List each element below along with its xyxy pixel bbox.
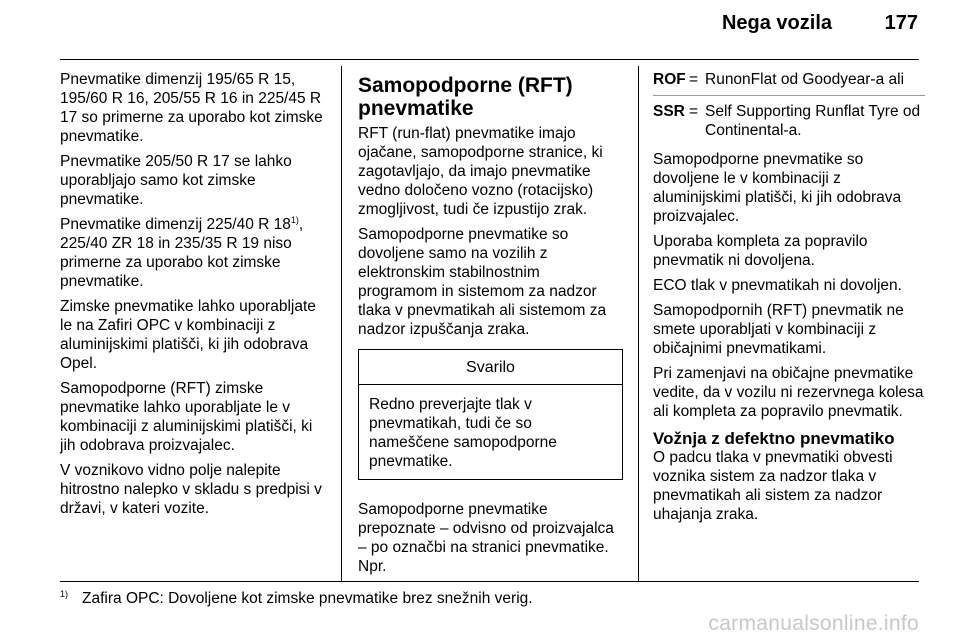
- warning-text: Redno preverjajte tlak v pnevmatikah, tudi če so nameščene samopodporne pnevmatike.: [369, 396, 557, 470]
- column-divider-2: [638, 66, 639, 582]
- paragraph-rft-winter: Samopodporne (RFT) zimske pnevmatike lahko uporabljate le v kombinaciji z aluminijskimi platišči, ki jih odobrava proizvajalec.: [60, 380, 313, 454]
- paragraph-repair-kit-not-allowed: Uporaba kompleta za popravilo pnevmatik ni dovoljena.: [653, 233, 868, 269]
- paragraph-rft-identification: Samopodporne pnevmatike prepoznate – odvisno od proizvajalca – po označbi na stranici pnevmatike. Npr.: [358, 501, 614, 575]
- page-number: 177: [884, 12, 918, 34]
- paragraph-tire-sizes-winter: Pnevmatike dimenzij 195/65 R 15, 195/60 R 16, 205/55 R 16 in 225/45 R 17 so primerne za uporabo kot zimske pnevmatike.: [60, 71, 323, 145]
- definition-list: [653, 70, 925, 140]
- paragraph-rft-description: RFT (run-flat) pnevmatike imajo ojačane, samopodporne stranice, ki zagotavljajo, da imajo pnevmatike vedno določeno vozno (rotacijsko) zmogljivost, tudi če izpustijo zrak.: [358, 125, 603, 218]
- definition-description: RunonFlat od Goodyear-a ali: [705, 71, 905, 88]
- paragraph-rft-allowed: Samopodporne pnevmatike so dovoljene samo na vozilih z elektronskim stabilnostnim programom in sistemom za nadzor tlaka v pnevmatikah ali sistemom za nadzor izpuščanja zraka.: [358, 226, 607, 338]
- warning-title: Svarilo: [359, 350, 622, 385]
- paragraph-rft-aluminium-rims: Samopodporne pnevmatike so dovoljene le v kombinaciji z aluminijskimi platišči, ki jih odobrava proizvajalec.: [653, 151, 902, 225]
- definition-description: Self Supporting Runflat Tyre od Continental-a.: [705, 103, 921, 139]
- footnote: [60, 589, 533, 608]
- paragraph-205-50-winter-only: Pnevmatike 205/50 R 17 se lahko uporabljajo samo kot zimske pnevmatike.: [60, 153, 292, 208]
- footnote-marker: 1): [60, 589, 69, 599]
- paragraph-text: Pnevmatike dimenzij 225/40 R 18: [60, 216, 291, 233]
- paragraph-no-spare-wheel: Pri zamenjavi na običajne pnevmatike vedite, da v vozilu ni rezervnega kolesa ali kompleta za popravilo pnevmatik.: [653, 365, 924, 420]
- definition-item: [653, 102, 925, 140]
- definition-equals: =: [689, 103, 699, 120]
- paragraph-no-mixing: Samopodpornih (RFT) pnevmatik ne smete uporabljati v kombinaciji z običajnimi pnevmatikami.: [653, 302, 904, 357]
- footnote-divider: [60, 581, 919, 582]
- paragraph-eco-pressure: ECO tlak v pnevmatikah ni dovoljen.: [653, 277, 902, 294]
- paragraph-not-suitable-winter: [60, 215, 330, 291]
- warning-box: [358, 349, 623, 480]
- definition-term: ROF: [653, 71, 686, 88]
- subsection-heading-defective-tire: Vožnja z defektno pnevmatiko: [653, 429, 895, 448]
- paragraph-speed-sticker: V voznikovo vidno polje nalepite hitrostno nalepko v skladu s predpisi v državi, v kateri vozite.: [60, 462, 322, 517]
- definition-separator: [653, 95, 925, 96]
- section-heading-rft: Samopodporne (RFT) pnevmatike: [358, 74, 573, 120]
- footnote-text: Zafira OPC: Dovoljene kot zimske pnevmatike brez snežnih verig.: [82, 590, 533, 607]
- definition-equals: =: [689, 71, 699, 88]
- column-3: [653, 70, 925, 530]
- watermark: carmanualsonline.info: [708, 612, 919, 635]
- column-divider-1: [341, 66, 342, 582]
- footnote-reference[interactable]: 1): [290, 215, 299, 225]
- header-divider: [60, 59, 919, 60]
- column-1: [60, 70, 330, 524]
- column-2: [358, 70, 623, 582]
- definition-term: SSR: [653, 103, 685, 120]
- paragraph-text: , 225/40 ZR 18 in 235/35 R 19 niso primerne za uporabo kot zimske pnevmatike.: [60, 216, 304, 290]
- paragraph-pressure-warning: O padcu tlaka v pnevmatiki obvesti voznika sistem za nadzor tlaka v pnevmatikah ali sistem za nadzor uhajanja zraka.: [653, 449, 893, 523]
- paragraph-zafira-opc: Zimske pnevmatike lahko uporabljate le na Zafiri OPC v kombinaciji z aluminijskimi platišči, ki jih odobrava Opel.: [60, 298, 316, 372]
- page-header-title: Nega vozila: [721, 12, 832, 34]
- definition-item: [653, 70, 925, 89]
